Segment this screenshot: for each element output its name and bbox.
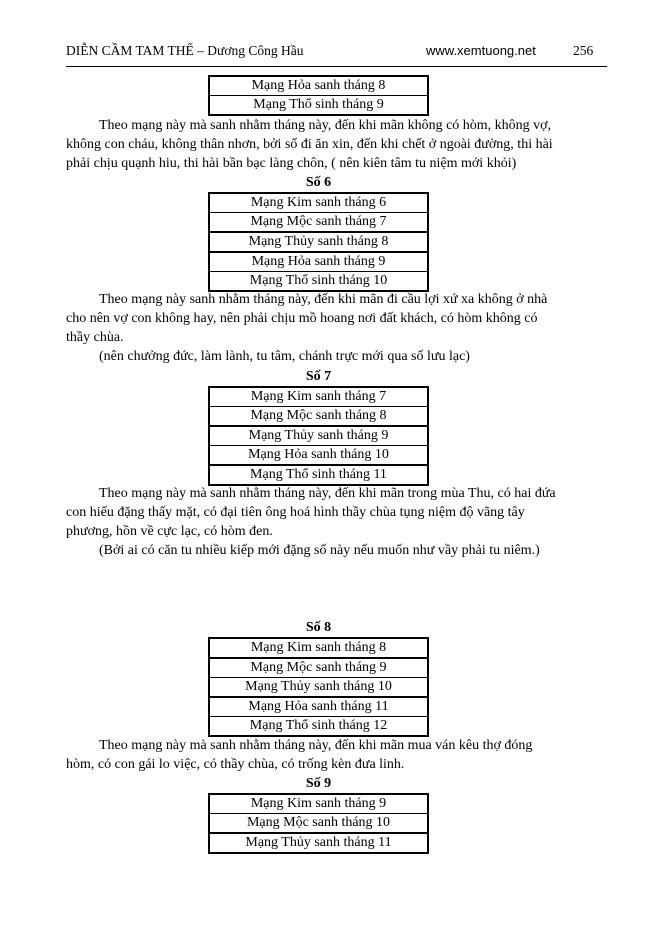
table-row: Mạng Thổ sinh tháng 10 — [210, 271, 427, 290]
table-row: Mạng Thổ sinh tháng 11 — [210, 464, 427, 484]
table-so-9 — [208, 793, 429, 854]
table-row: Mạng Hỏa sanh tháng 8 — [251, 78, 386, 93]
table-so-6 — [208, 192, 429, 292]
table-row: Mạng Mộc sanh tháng 10 — [210, 813, 427, 832]
table-row: Mạng Hỏa sanh tháng 10 — [210, 445, 427, 464]
table-row: Mạng Thủy sanh tháng 9 — [210, 425, 427, 445]
table-row: Mạng Thổ sinh tháng 9 — [210, 95, 427, 114]
paragraph-line: Theo mạng này sanh nhằm tháng này, đến khi mãn đi cầu lợi xứ xa không ở nhà — [99, 292, 548, 307]
page-number: 256 — [573, 43, 594, 58]
paragraph-line: con hiếu đặng thấy mặt, có đại tiên ông hoá hình thầy chùa tụng niệm độ vãng tây — [66, 505, 525, 520]
paragraph-line: (nên chưởng đức, làm lành, tu tâm, chánh trực mới qua số lưu lạc) — [99, 349, 470, 364]
table-row: Mạng Thủy sanh tháng 8 — [210, 231, 427, 251]
section-heading-so-8: Số 8 — [305, 620, 332, 635]
paragraph-line: (Bởi ai có căn tu nhiều kiếp mới đặng số này nếu muốn như vầy phải tu niêm.) — [99, 543, 540, 558]
paragraph-line: phải chịu quạnh hiu, thi hài bần bạc làng chôn, ( nên kiên tâm tu niệm mới khỏi) — [66, 156, 517, 171]
table-row: Mạng Kim sanh tháng 7 — [250, 389, 387, 404]
table-row: Mạng Kim sanh tháng 9 — [250, 796, 387, 811]
table-row: Mạng Thổ sinh tháng 12 — [210, 716, 427, 735]
paragraph-line: cho nên vợ con không hay, nên phải chịu mồ hoang nơi đất khách, có hòm không có — [66, 311, 538, 326]
paragraph-line: hòm, có con gái lo việc, có thầy chùa, có trống kèn đưa linh. — [66, 757, 405, 772]
table-row: Mạng Mộc sanh tháng 8 — [210, 406, 427, 425]
section-heading-so-6: Số 6 — [305, 175, 332, 190]
table-row: Mạng Thủy sanh tháng 11 — [210, 832, 427, 852]
table-row: Mạng Kim sanh tháng 8 — [250, 640, 387, 655]
paragraph-line: Theo mạng này mà sanh nhằm tháng này, đến khi mãn mua ván kêu thợ đóng — [99, 738, 533, 753]
table-continued — [208, 75, 429, 116]
header-title: DIỄN CẦM TAM THẾ – Dương Công Hầu — [66, 43, 304, 58]
table-row: Mạng Hỏa sanh tháng 11 — [210, 696, 427, 716]
table-row: Mạng Thủy sanh tháng 10 — [210, 677, 427, 696]
table-so-7 — [208, 386, 429, 486]
paragraph-line: thầy chùa. — [66, 330, 124, 345]
section-heading-so-7: Số 7 — [305, 369, 332, 384]
paragraph-line: phương, hồn về cực lạc, có hòm đen. — [66, 524, 273, 539]
header-website: www.xemtuong.net — [426, 43, 536, 58]
section-heading-so-9: Số 9 — [305, 776, 332, 791]
table-row: Mạng Hỏa sanh tháng 9 — [210, 251, 427, 271]
table-row: Mạng Mộc sanh tháng 7 — [210, 212, 427, 231]
table-so-8 — [208, 637, 429, 737]
paragraph-line: Theo mạng này mà sanh nhằm tháng này, đến khi mãn trong mùa Thu, có hai đứa — [99, 486, 556, 501]
table-row: Mạng Kim sanh tháng 6 — [250, 195, 387, 210]
paragraph-line: không con cháu, không thân nhơn, bởi số đi ăn xin, đến khi chết ở ngoài đường, thi hài — [66, 137, 553, 152]
table-row: Mạng Mộc sanh tháng 9 — [210, 657, 427, 677]
header-rule — [66, 66, 607, 67]
paragraph-line: Theo mạng này mà sanh nhằm tháng này, đến khi mãn không có hòm, không vợ, — [99, 118, 552, 133]
